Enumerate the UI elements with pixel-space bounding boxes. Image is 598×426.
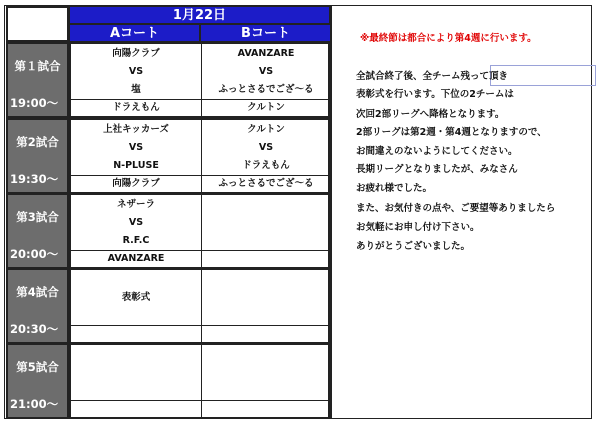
court-a-entry: 上社キッカーズ	[103, 124, 169, 135]
corner-cell	[6, 6, 69, 42]
court-b-entry: ふっとさるでござ～る	[218, 178, 314, 189]
court-b-entry	[202, 288, 330, 307]
note-line: お間違えのないようにしてください。	[356, 146, 518, 157]
court-a-entry: 向陽クラブ	[112, 48, 160, 59]
note-line: 表彰式を行います。下位の2チームは	[356, 89, 514, 100]
match-grid-3	[69, 193, 330, 269]
court-a-entry: 塩	[131, 84, 141, 95]
court-a-entry: ドラえもん	[112, 102, 160, 113]
note-line: 長期リーグとなりましたが、みなさん	[356, 164, 518, 175]
court-b-entry	[202, 231, 330, 250]
court-a-entry: 表彰式	[121, 292, 151, 303]
court-a-entry: 向陽クラブ	[112, 178, 160, 189]
court-b-entry: AVANZARE	[237, 48, 295, 59]
match-label: 第5試合	[16, 360, 59, 374]
court-a-entry: VS	[128, 142, 144, 153]
court-b-entry: ドラえもん	[242, 160, 290, 171]
court-a-entry	[71, 381, 201, 400]
court-b-entry	[202, 195, 330, 214]
match-grid-2	[69, 118, 330, 194]
notes-panel	[330, 6, 592, 419]
match-label: 第2試合	[16, 135, 59, 149]
court-b-entry	[202, 306, 330, 325]
court-a-entry: VS	[128, 217, 144, 228]
match-time: 19:30～	[10, 172, 59, 186]
match-slot-1	[6, 42, 69, 118]
court-a-header: Aコート	[69, 24, 200, 42]
court-a-entry	[71, 363, 201, 382]
court-b-entry	[202, 324, 330, 343]
match-label: 第１試合	[14, 59, 61, 73]
match-slot-5	[6, 343, 69, 419]
note-line: 2部リーグは第2週・第4週となりますので、	[356, 127, 547, 138]
court-a-entry	[71, 399, 201, 418]
match-label: 第3試合	[16, 210, 59, 224]
court-a-entry	[71, 324, 201, 343]
match-label: 第4試合	[16, 285, 59, 299]
note-line: 次回2部リーグへ降格となります。	[356, 109, 505, 120]
court-a-entry: ネザーラ	[116, 199, 155, 210]
match-time: 20:30～	[10, 322, 59, 336]
note-line: 全試合終了後、全チーム残って頂き	[356, 71, 509, 82]
court-b-entry: VS	[258, 142, 274, 153]
court-b-entry: クルトン	[247, 102, 285, 113]
court-a-entry	[71, 270, 201, 289]
court-b-entry: VS	[258, 66, 274, 77]
date-header: 1月22日	[69, 6, 330, 24]
match-slot-4	[6, 268, 69, 344]
court-b-entry: クルトン	[247, 124, 285, 135]
court-a-entry	[71, 345, 201, 364]
court-b-entry	[202, 249, 330, 268]
notice-text: ※最終節は都合により第4週に行います。	[360, 33, 537, 44]
note-line: ありがとうございました。	[356, 241, 471, 252]
match-time: 19:00～	[10, 96, 59, 110]
court-b-entry	[202, 345, 330, 364]
court-a-entry: R.F.C	[122, 235, 150, 246]
court-a-entry: VS	[128, 66, 144, 77]
note-line: お疲れ様でした。	[356, 183, 433, 194]
match-slot-3	[6, 193, 69, 269]
match-grid-1	[69, 42, 330, 118]
court-b-entry	[202, 381, 330, 400]
match-time: 21:00～	[10, 397, 59, 411]
match-slot-2	[6, 118, 69, 194]
court-b-entry	[202, 213, 330, 232]
court-b-entry	[202, 399, 330, 418]
court-b-entry	[202, 363, 330, 382]
match-grid-4	[69, 268, 330, 344]
match-grid-5	[69, 343, 330, 419]
note-line: お気軽にお申し付け下さい。	[356, 222, 480, 233]
court-a-entry	[71, 306, 201, 325]
court-a-entry: AVANZARE	[107, 253, 165, 264]
court-a-entry: N-PLUSE	[113, 160, 159, 171]
court-b-entry	[202, 270, 330, 289]
court-b-entry: ふっとさるでござ～る	[218, 84, 314, 95]
note-line: また、お気付きの点や、ご要望等ありましたら	[356, 203, 556, 214]
court-b-header: Bコート	[200, 24, 331, 42]
match-time: 20:00～	[10, 247, 59, 261]
